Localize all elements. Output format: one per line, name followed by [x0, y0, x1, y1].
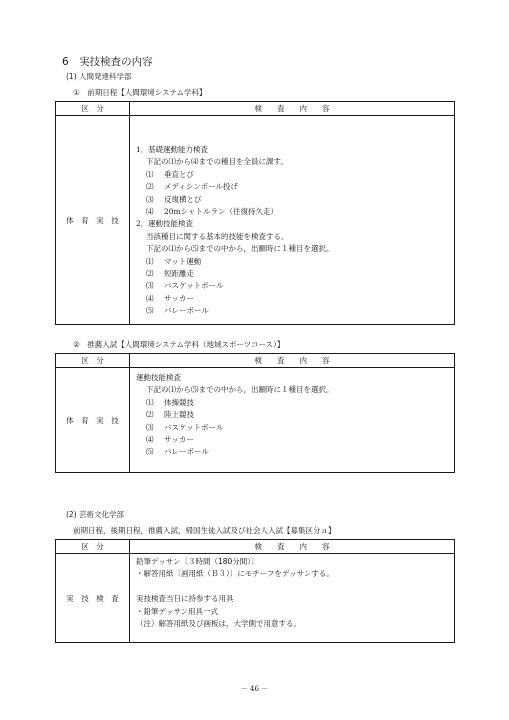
spacer: [136, 581, 454, 593]
content-cell: [130, 116, 455, 325]
table-header-category: 区 分: [56, 102, 130, 116]
schedule-heading-art: 前期日程，後期日程，推薦入試，帰国生徒入試及び社会人入試【募集区分ａ】: [73, 526, 336, 535]
list-item: ⑵ メディシンボール投げ: [146, 182, 239, 192]
list-item: 実技検査当日に持参する用具: [136, 594, 234, 604]
table-header-category: 区 分: [56, 354, 130, 368]
faculty-heading-human-development: (1) 人間発達科学部: [66, 72, 132, 81]
list-item: ⑴ 垂直とび: [146, 169, 194, 179]
list-item: ⑸ バレーボール: [146, 306, 209, 316]
exam-table-first: [55, 101, 455, 325]
list-item: ⑷ サッカー: [146, 435, 194, 445]
page-number: － 46 －: [240, 685, 269, 693]
list-item: ⑸ バレーボール: [146, 447, 209, 457]
list-item: ⑴ 体操競技: [146, 397, 194, 407]
section-title: 6 実技検査の内容: [62, 56, 153, 68]
list-item: 1．基礎運動能力検査: [136, 145, 208, 154]
list-item: ⑷ サッカー: [146, 293, 194, 303]
list-item: 2．運動技能検査: [136, 219, 193, 229]
category-cell: 実 技 検 査: [56, 554, 130, 643]
list-item: 当該種目に関する基本的技能を検査する。: [146, 231, 289, 241]
list-item: ⑶ 反復横とび: [146, 194, 202, 204]
schedule-heading-recommendation: ② 推薦入試【人間環境システム学科（地域スポーツコース）】: [73, 340, 285, 349]
list-item: ⑵ 短距離走: [146, 269, 194, 279]
list-item: ⑶ バスケットボール: [146, 281, 224, 291]
content-cell: [130, 368, 455, 473]
table-header-content: 検 査 内 容: [130, 354, 455, 368]
list-item: 運動技能検査: [136, 373, 181, 382]
list-item: ⑵ 陸上競技: [146, 410, 194, 420]
list-item: （注）解答用紙及び画板は，大学側で用意する。: [136, 619, 301, 629]
list-item: 下記の⑴から⑸までの中から，出願時に１種目を選択。: [146, 385, 334, 395]
list-item: 鉛筆デッサン〔３時間（180分間）〕: [136, 557, 259, 566]
exam-table-art: [55, 539, 455, 643]
list-item: ⑷ 20mシャトルラン（往復持久走）: [146, 207, 279, 217]
table-header-content: 検 査 内 容: [130, 102, 455, 116]
list-item: 下記の⑴から⑸までの中から，出願時に１種目を選択。: [146, 244, 334, 254]
list-item: 下記の⑴から⑷までの種目を全員に課す。: [146, 157, 288, 167]
list-item: ・解答用紙〔画用紙（Ｂ３）〕にモチーフをデッサンする。: [136, 569, 334, 579]
content-cell: [130, 554, 455, 643]
list-item: ⑶ バスケットボール: [146, 422, 224, 432]
category-cell: 体 育 実 技: [56, 116, 130, 325]
table-header-category: 区 分: [56, 540, 130, 554]
faculty-heading-art-culture: (2) 芸術文化学部: [66, 510, 125, 519]
category-cell: 体 育 実 技: [56, 368, 130, 473]
list-item: ・鉛筆デッサン用具一式: [136, 606, 218, 616]
list-item: ⑴ マット運動: [146, 256, 202, 266]
schedule-heading-first: ① 前期日程【人間環境システム学科】: [73, 88, 207, 97]
exam-table-recommendation: [55, 353, 455, 473]
table-header-content: 検 査 内 容: [130, 540, 455, 554]
